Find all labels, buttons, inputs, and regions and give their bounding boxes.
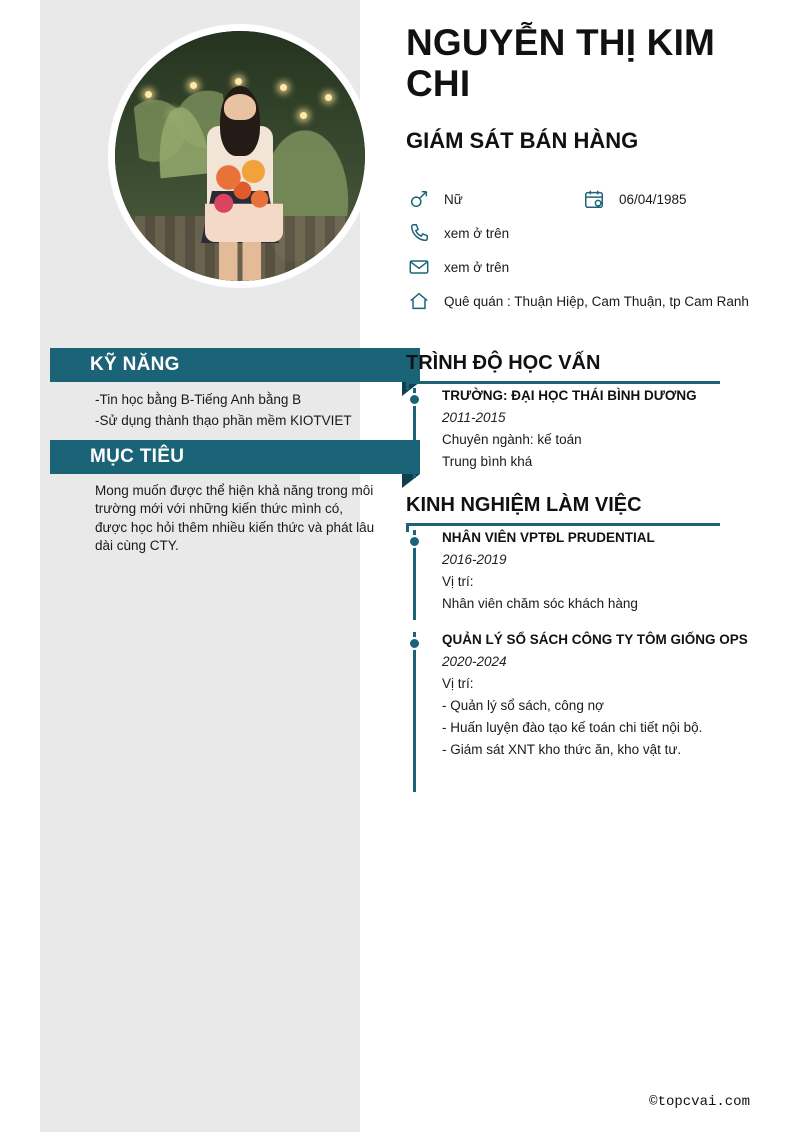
contact-email xyxy=(406,250,766,284)
contact-block xyxy=(406,182,766,318)
email-value: xem ở trên xyxy=(444,259,510,275)
gender-icon xyxy=(406,186,432,212)
timeline-dot-icon xyxy=(408,535,421,548)
experience-entry-line: - Giám sát XNT kho thức ăn, kho vật tư. xyxy=(442,742,682,757)
calendar-icon xyxy=(581,186,607,212)
skills-section-banner xyxy=(50,348,420,382)
contact-phone xyxy=(406,216,766,250)
profile-photo xyxy=(115,31,365,281)
experience-entry xyxy=(413,530,743,620)
contact-gender xyxy=(406,186,581,212)
education-rule xyxy=(406,381,720,384)
goal-section-banner xyxy=(50,440,420,474)
address-value: Quê quán : Thuận Hiệp, Cam Thuận, tp Cam Ranh xyxy=(444,293,749,309)
experience-entry-title: QUẢN LÝ SỔ SÁCH CÔNG TY TÔM GIỐNG OPS xyxy=(442,632,748,647)
watermark: ©topcvai.com xyxy=(649,1094,750,1110)
education-entry-line: Trung bình khá xyxy=(442,454,533,469)
contact-address xyxy=(406,284,766,318)
experience-entry-line: Nhân viên chăm sóc khách hàng xyxy=(442,596,638,611)
experience-entry-line: Vị trí: xyxy=(442,676,474,691)
experience-entry xyxy=(413,632,748,792)
photo-bouquet xyxy=(205,156,283,242)
skill-item: -Sử dụng thành thạo phần mềm KIOTVIET xyxy=(95,413,352,429)
education-entry-line: Chuyên ngành: kế toán xyxy=(442,432,582,447)
timeline-dot-icon xyxy=(408,637,421,650)
experience-entry-years: 2016-2019 xyxy=(442,552,507,567)
education-entry-years: 2011-2015 xyxy=(442,410,506,425)
home-icon xyxy=(406,288,432,314)
skill-item: -Tin học bằng B-Tiếng Anh bằng B xyxy=(95,392,302,407)
experience-entry-line: - Huấn luyện đào tạo kế toán chi tiết nội bộ. xyxy=(442,720,703,735)
phone-value: xem ở trên xyxy=(444,225,510,241)
education-entry-title: TRƯỜNG: ĐẠI HỌC THÁI BÌNH DƯƠNG xyxy=(442,388,697,403)
photo-person-head xyxy=(220,86,260,156)
experience-heading: KINH NGHIỆM LÀM VIỆC xyxy=(406,494,642,516)
experience-entry-title: NHÂN VIÊN VPTĐL PRUDENTIAL xyxy=(442,530,655,545)
avatar xyxy=(108,24,372,288)
contact-row-gender-dob xyxy=(406,182,766,216)
experience-rule-tick xyxy=(406,523,409,532)
experience-entry-line: - Quản lý sổ sách, công nợ xyxy=(442,698,604,713)
experience-rule xyxy=(406,523,720,526)
education-rule-tick xyxy=(406,381,409,390)
page-title: NGUYỄN THỊ KIM CHI xyxy=(406,22,716,105)
education-entry xyxy=(413,388,743,478)
skills-title: KỸ NĂNG xyxy=(90,354,180,375)
email-icon xyxy=(406,254,432,280)
skills-body xyxy=(95,391,375,434)
experience-entry-line: Vị trí: xyxy=(442,574,474,589)
left-column xyxy=(40,0,375,1132)
education-heading: TRÌNH ĐỘ HỌC VẤN xyxy=(406,352,601,374)
dob-value: 06/04/1985 xyxy=(619,191,687,207)
experience-entry-years: 2020-2024 xyxy=(442,654,507,669)
goal-body: Mong muốn được thể hiện khả năng trong môi trường mới với những kiến thức mình có, được học hỏi thêm nhiều kiến thức và phát lâu dài cùng CTY. xyxy=(95,483,375,554)
gender-value: Nữ xyxy=(444,191,463,207)
timeline-dot-icon xyxy=(408,393,421,406)
job-title: GIÁM SÁT BÁN HÀNG xyxy=(406,128,639,153)
phone-icon xyxy=(406,220,432,246)
contact-dob xyxy=(581,186,756,212)
goal-title: MỤC TIÊU xyxy=(90,446,185,467)
